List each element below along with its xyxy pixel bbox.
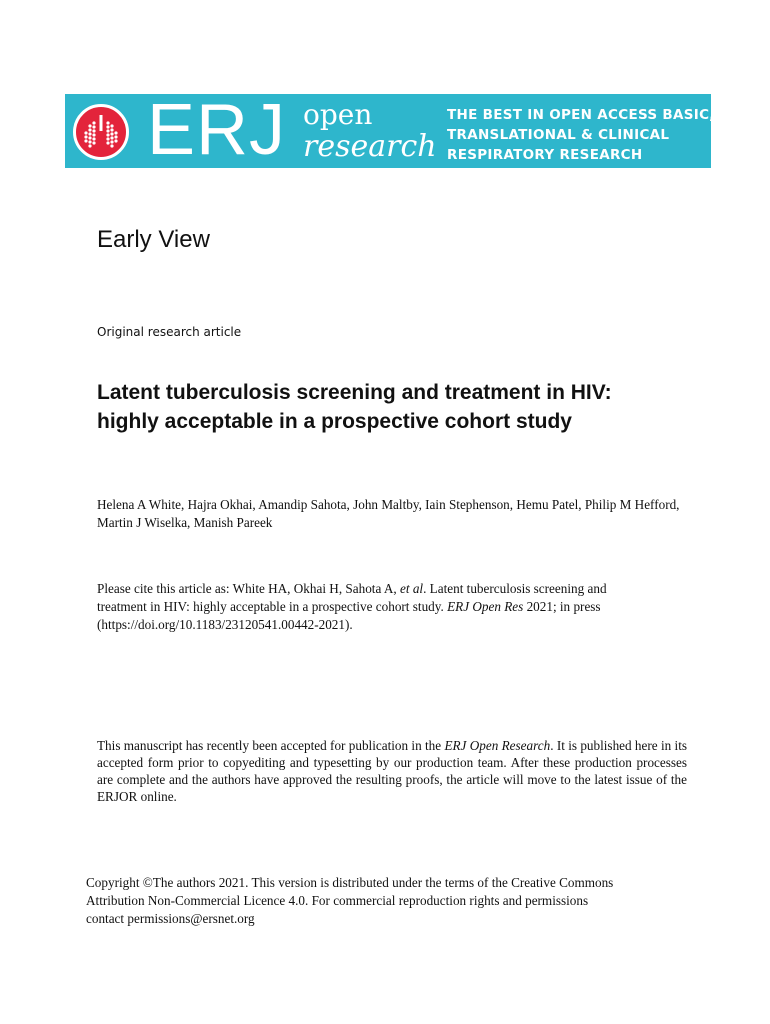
notice-journal: ERJ Open Research (444, 738, 551, 753)
early-view-heading: Early View (97, 226, 210, 253)
tagline-line: RESPIRATORY RESEARCH (447, 147, 643, 163)
journal-banner (65, 90, 715, 170)
copyright-line: Attribution Non-Commercial Licence 4.0. For commercial reproduction rights and permissions (86, 893, 589, 908)
copyright-line: Copyright ©The authors 2021. This version is distributed under the terms of the Creative Commons (86, 875, 614, 890)
lungs-icon (73, 104, 129, 160)
erj-logo-text: ERJ (147, 90, 287, 170)
copyright-notice (86, 874, 676, 928)
logo-open-text: open (303, 98, 373, 131)
notice-suffix: . It is published here in its accepted form prior to copyediting and typesetting by our production team. After these production processes are complete and the authors have approved the resulting proofs, the article will move to the latest issue of the ERJOR online. (97, 738, 687, 804)
notice-prefix: This manuscript has recently been accepted for publication in the (97, 738, 445, 753)
article-title: Latent tuberculosis screening and treatment in HIV: highly acceptable in a prospective cohort study (97, 381, 612, 433)
tagline-line: TRANSLATIONAL & CLINICAL (447, 127, 670, 143)
logo-research-text: research (303, 129, 437, 164)
manuscript-notice (97, 737, 687, 805)
tagline-line: THE BEST IN OPEN ACCESS BASIC, (447, 107, 715, 123)
citation-suffix: 2021; in press (https://doi.org/10.1183/23120541.00442-2021). (97, 599, 601, 632)
banner-tagline (447, 105, 715, 165)
citation-journal: ERJ Open Res (447, 599, 524, 614)
author-list: Helena A White, Hajra Okhai, Amandip Sahota, John Maltby, Iain Stephenson, Hemu Patel, Philip M Hefford, Martin J Wiselka, Manish Pareek (97, 497, 680, 530)
citation-middle: . Latent tuberculosis screening and treatment in HIV: highly acceptable in a prospective cohort study. (97, 581, 607, 614)
citation-prefix: Please cite this article as: White HA, Okhai H, Sahota A, (97, 581, 400, 596)
copyright-line: contact permissions@ersnet.org (86, 911, 255, 926)
citation-etal: et al (400, 581, 424, 596)
article-type-label: Original research article (97, 325, 242, 339)
citation-block (97, 580, 637, 634)
